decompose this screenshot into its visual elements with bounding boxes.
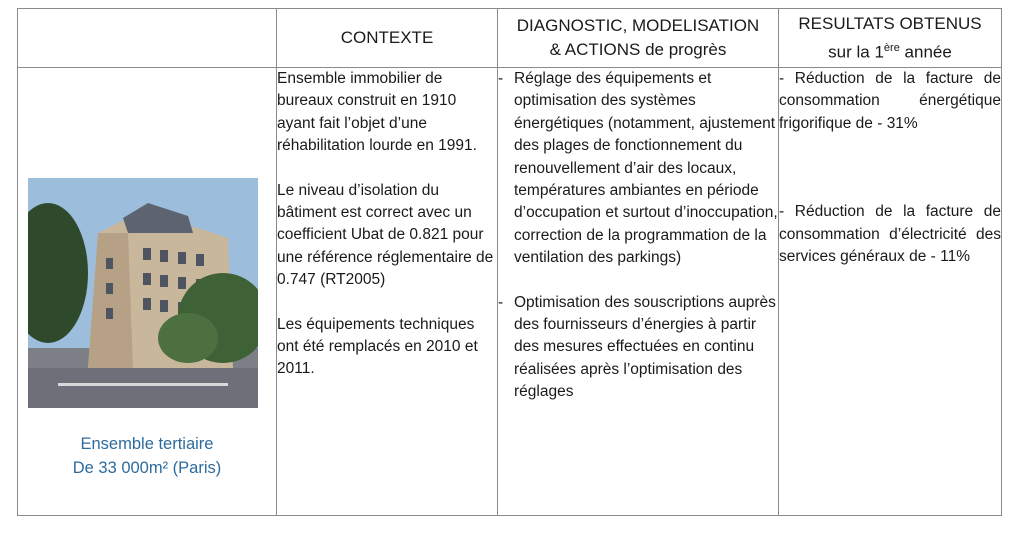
diagnostic-item: - Optimisation des souscriptions auprès des fournisseurs d’énergies à partir des mesures effectuées en continu réalisées après l’optimisation des réglages: [498, 292, 778, 404]
building-caption: Ensemble tertiaire De 33 000m² (Paris): [72, 435, 222, 477]
header-contexte: CONTEXTE: [277, 9, 498, 68]
contexte-cell: [277, 68, 498, 516]
header-row: [18, 9, 1002, 68]
header-resultats: RESULTATS OBTENUS sur la 1ère année: [779, 9, 1002, 68]
body-row: [18, 68, 1002, 516]
header-empty: [18, 9, 277, 68]
building-cell: [18, 68, 277, 516]
resultats-cell: [779, 68, 1002, 516]
contexte-paragraph: Ensemble immobilier de bureaux construit en 1910 ayant fait l’objet d’une réhabilitation lourde en 1991.: [277, 70, 477, 155]
resultat-item: - Réduction de la facture de consommation d’électricité des services généraux de - 11%: [779, 203, 1001, 266]
contexte-paragraph: Le niveau d’isolation du bâtiment est correct avec un coefficient Ubat de 0.821 pour une référence réglementaire de 0.747 (RT2005): [277, 181, 494, 289]
header-diagnostic: DIAGNOSTIC, MODELISATION & ACTIONS de progrès: [498, 9, 779, 68]
diagnostic-cell: [498, 68, 779, 516]
contexte-paragraph: Les équipements techniques ont été remplacés en 2010 et 2011.: [277, 315, 478, 378]
building-photo: [28, 178, 258, 408]
diagnostic-item: - Réglage des équipements et optimisation des systèmes énergétiques (notamment, ajustement des plages de fonctionnement du renouvellement d’air des locaux, températures ambiantes en période d’occupation et surtout d’inoccupation, correction de la programmation de la ventilation des parkings): [498, 68, 778, 270]
results-table: [17, 8, 1002, 516]
resultat-item: - Réduction de la facture de consommation énergétique frigorifique de - 31%: [779, 70, 1001, 132]
